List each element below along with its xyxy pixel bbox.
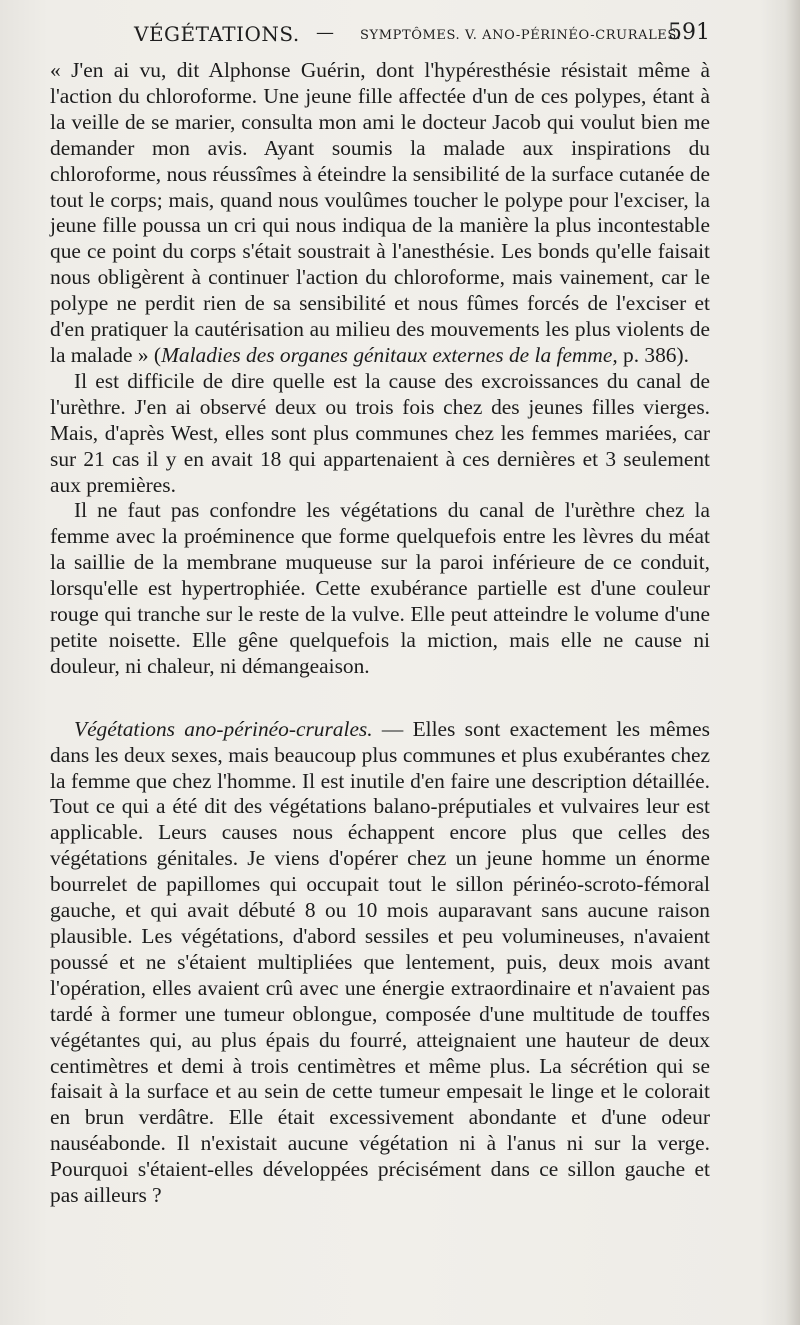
paragraph-differential: Il ne faut pas confondre les végétations du canal de l'urèthre chez la femme avec la proéminence que forme quelquefois entre les lèvres du méat la saillie de la membrane muqueuse sur la paroi inférieure de ce conduit, lorsqu'elle est hypertrophiée. Cette exubérance partielle est d'une couleur rouge qui tranche sur le reste de la vulve. Elle peut atteindre le volume d'une petite noisette. Elle gêne quelquefois la miction, mais elle ne cause ni douleur, ni chaleur, ni démangeaison.	[50, 498, 710, 678]
section-text: — Elles sont exactement les mêmes dans les deux sexes, mais beaucoup plus communes et plus exubérantes chez la femme que chez l'homme. Il est inutile d'en faire une description détaillée. Tout ce qui a été dit des végétations balano-préputiales et vulvaires leur est applicable. Leurs causes nous échappent encore plus que celles des végétations génitales. Je viens d'opérer chez un jeune homme un énorme bourrelet de papillomes qui occupait tout le sillon périnéo-scroto-fémoral gauche, et qui avait débuté 8 ou 10 mois auparavant sans aucune raison plausible. Les végétations, d'abord sessiles et peu volumineuses, n'avaient poussé et ne s'étaient multipliées que lentement, puis, deux mois avant l'opération, elles avaient crû avec une énergie extraordinaire et n'avaient pas tardé à former une tumeur oblongue, composée d'une multitude de touffes végétantes qui, au plus épais du fourré, atteignaient une hauteur de deux centimètres et demi à trois centimètres et même plus. La sécrétion qui se faisait à la surface et au sein de cette tumeur empesait le linge et le colorait en brun verdâtre. Elle était excessivement abondante et d'une odeur nauséabonde. Il n'existait aucune végétation ni à l'anus ni sur la verge. Pourquoi s'étaient-elles développées précisément dans ce sillon gauche et pas ailleurs ?	[50, 716, 710, 1208]
paragraph-causes: Il est difficile de dire quelle est la cause des excroissances du canal de l'urèthre. J'en ai observé deux ou trois fois chez des jeunes filles vierges. Mais, d'après West, elles sont plus communes chez les femmes mariées, car sur 21 cas il y en avait 18 qui appartenaient à ces dernières et 3 seulement aux premières.	[50, 368, 710, 497]
citation-title: Maladies des organes génitaux externes de la femme,	[161, 342, 618, 367]
section-heading: Végétations ano-périnéo-crurales.	[74, 716, 373, 741]
paragraph-ano-perineo	[50, 717, 710, 1209]
header-subtitle: SYMPTÔMES. V. ANO-PÉRINÉO-CRURALES.	[360, 28, 682, 43]
body-text	[50, 58, 710, 1209]
running-header	[50, 18, 710, 52]
quote-text: « J'en ai vu, dit Alphonse Guérin, dont l'hypéresthésie résistait même à l'action du chloroforme. Une jeune fille affectée d'un de ces polypes, étant à la veille de se marier, consulta mon ami le docteur Jacob qui voulut bien me demander mon avis. Ayant soumis la malade aux inspirations du chloroforme, nous réussîmes à éteindre la sensibilité de la surface cutanée de tout le corps; mais, quand nous voulûmes toucher le polype pour l'exciser, la jeune fille poussa un cri qui nous indiqua de la manière la plus incontestable que ce point du corps s'était soustrait à l'anesthésie. Les bonds qu'elle faisait nous obligèrent à continuer l'action du chloroforme, mais vainement, car le polype ne perdit rien de sa sensibilité et nous fûmes forcés de l'exciser et d'en pratiquer la cautérisation au milieu des mouvements les plus violents de la malade » (	[50, 58, 710, 367]
header-title: VÉGÉTATIONS.	[134, 22, 300, 46]
page-edge	[786, 0, 800, 1325]
page-number: 591	[668, 20, 710, 45]
citation-page: p. 386).	[617, 342, 689, 367]
paragraph-quote	[50, 58, 710, 369]
header-dash: —	[316, 22, 334, 43]
